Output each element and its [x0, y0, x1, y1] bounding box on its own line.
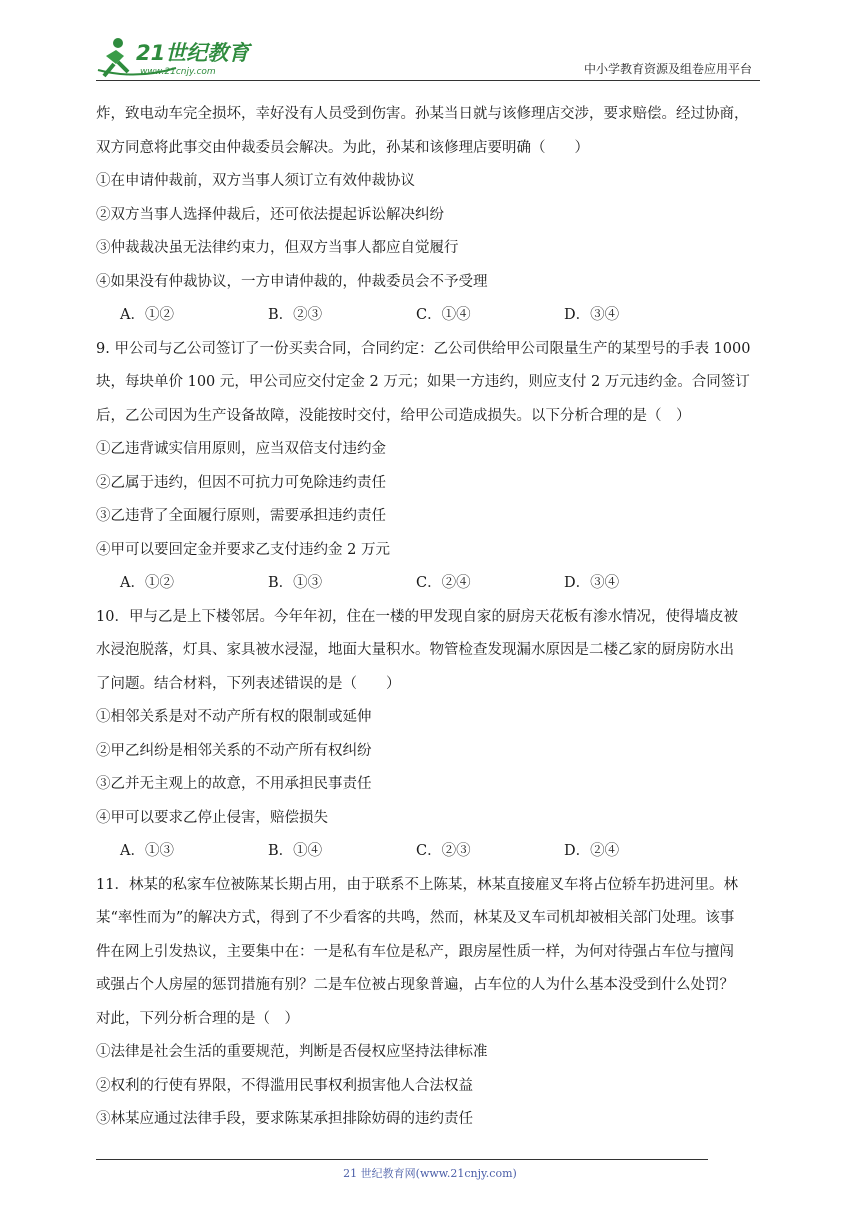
- logo-21cnjy: [96, 34, 266, 80]
- choice-c: C．①④: [416, 307, 471, 323]
- answer-choices: [96, 299, 764, 333]
- stem-line: 双方同意将此事交由仲裁委员会解决。为此，孙某和该修理店要明确（ ）: [96, 139, 589, 156]
- option-item: ①法律是社会生活的重要规范，判断是否侵权应坚持法律标准: [96, 1044, 488, 1060]
- logo-url: www.21cnjy.com: [140, 67, 216, 77]
- option-item: ③乙并无主观上的故意，不用承担民事责任: [96, 776, 372, 792]
- stem-line: 11．林某的私家车位被陈某长期占用，由于联系不上陈某，林某直接雇叉车将占位轿车扔进河里。林: [96, 876, 738, 893]
- option-item: ②甲乙纠纷是相邻关系的不动产所有权纠纷: [96, 742, 372, 759]
- option-item: ①乙违背诚实信用原则，应当双倍支付违约金: [96, 441, 386, 457]
- choice-d: D．②④: [564, 843, 620, 859]
- stem-line: 或强占个人房屋的惩罚措施有别？二是车位被占现象普遍，占车位的人为什么基本没受到什么处罚？: [96, 977, 734, 993]
- footer-divider: [96, 1159, 708, 1160]
- option-item: ②乙属于违约，但因不可抗力可免除违约责任: [96, 474, 386, 491]
- page-header: [96, 30, 756, 82]
- option-item: ①在申请仲裁前，双方当事人须订立有效仲裁协议: [96, 173, 415, 189]
- page-footer: 21 世纪教育网(www.21cnjy.com): [343, 1167, 517, 1180]
- option-item: ④甲可以要回定金并要求乙支付违约金 2 万元: [96, 541, 390, 558]
- exam-content: [96, 98, 764, 1137]
- choice-c: C．②③: [416, 843, 471, 859]
- answer-choices: [96, 835, 764, 869]
- choice-d: D．③④: [564, 575, 620, 591]
- stem-line: 件在网上引发热议，主要集中在：一是私有车位是私产，跟房屋性质一样，为何对待强占车位与擅闯: [96, 943, 734, 960]
- question-9: [96, 333, 764, 601]
- option-item: ②双方当事人选择仲裁后，还可依法提起诉讼解决纠纷: [96, 206, 444, 223]
- option-item: ②权利的行使有界限，不得滥用民事权利损害他人合法权益: [96, 1077, 473, 1094]
- choice-b: B．①③: [268, 575, 323, 591]
- option-item: ④甲可以要求乙停止侵害，赔偿损失: [96, 809, 328, 826]
- option-item: ③仲裁裁决虽无法律约束力，但双方当事人都应自觉履行: [96, 240, 459, 256]
- option-item: ③乙违背了全面履行原则，需要承担违约责任: [96, 508, 386, 524]
- answer-choices: [96, 567, 764, 601]
- choice-d: D．③④: [564, 307, 620, 323]
- option-item: ④如果没有仲裁协议，一方申请仲裁的，仲裁委员会不予受理: [96, 273, 488, 290]
- choice-b: B．①④: [268, 843, 323, 859]
- stem-line: 水浸泡脱落，灯具、家具被水浸湿，地面大量积水。物管检查发现漏水原因是二楼乙家的厨房防水出: [96, 642, 734, 658]
- question-11: [96, 869, 764, 1137]
- question-8: [96, 98, 764, 333]
- option-item: ①相邻关系是对不动产所有权的限制或延伸: [96, 709, 372, 725]
- option-item: ③林某应通过法律手段，要求陈某承担排除妨碍的违约责任: [96, 1111, 473, 1127]
- platform-title: 中小学教育资源及组卷应用平台: [583, 62, 752, 76]
- stem-line: 10．甲与乙是上下楼邻居。今年年初，住在一楼的甲发现自家的厨房天花板有渗水情况，使得墙皮被: [96, 608, 738, 625]
- stem-line: 了问题。结合材料，下列表述错误的是（ ）: [96, 675, 401, 692]
- choice-a: A．①②: [120, 307, 174, 323]
- stem-line: 9. 甲公司与乙公司签订了一份买卖合同，合同约定：乙公司供给甲公司限量生产的某型号的手表 1000: [96, 340, 751, 357]
- choice-b: B．②③: [268, 307, 323, 323]
- stem-line: 某“率性而为”的解决方式，得到了不少看客的共鸣，然而，林某及叉车司机却被相关部门处理。该事: [96, 910, 735, 926]
- question-10: [96, 601, 764, 869]
- stem-line: 块，每块单价 100 元，甲公司应交付定金 2 万元；如果一方违约，则应支付 2 万元违约金。合同签订: [96, 374, 750, 390]
- choice-c: C．②④: [416, 575, 471, 591]
- choice-a: A．①②: [120, 575, 174, 591]
- choice-a: A．①③: [120, 843, 174, 859]
- header-divider: [96, 80, 760, 81]
- stem-line: 后，乙公司因为生产设备故障，没能按时交付，给甲公司造成损失。以下分析合理的是（ ）: [96, 407, 691, 424]
- stem-line: 炸，致电动车完全损坏，幸好没有人员受到伤害。孙某当日就与该修理店交涉，要求赔偿。经过协商，: [96, 106, 749, 122]
- stem-line: 对此，下列分析合理的是（ ）: [96, 1010, 299, 1027]
- logo-text: 21世纪教育: [136, 41, 250, 65]
